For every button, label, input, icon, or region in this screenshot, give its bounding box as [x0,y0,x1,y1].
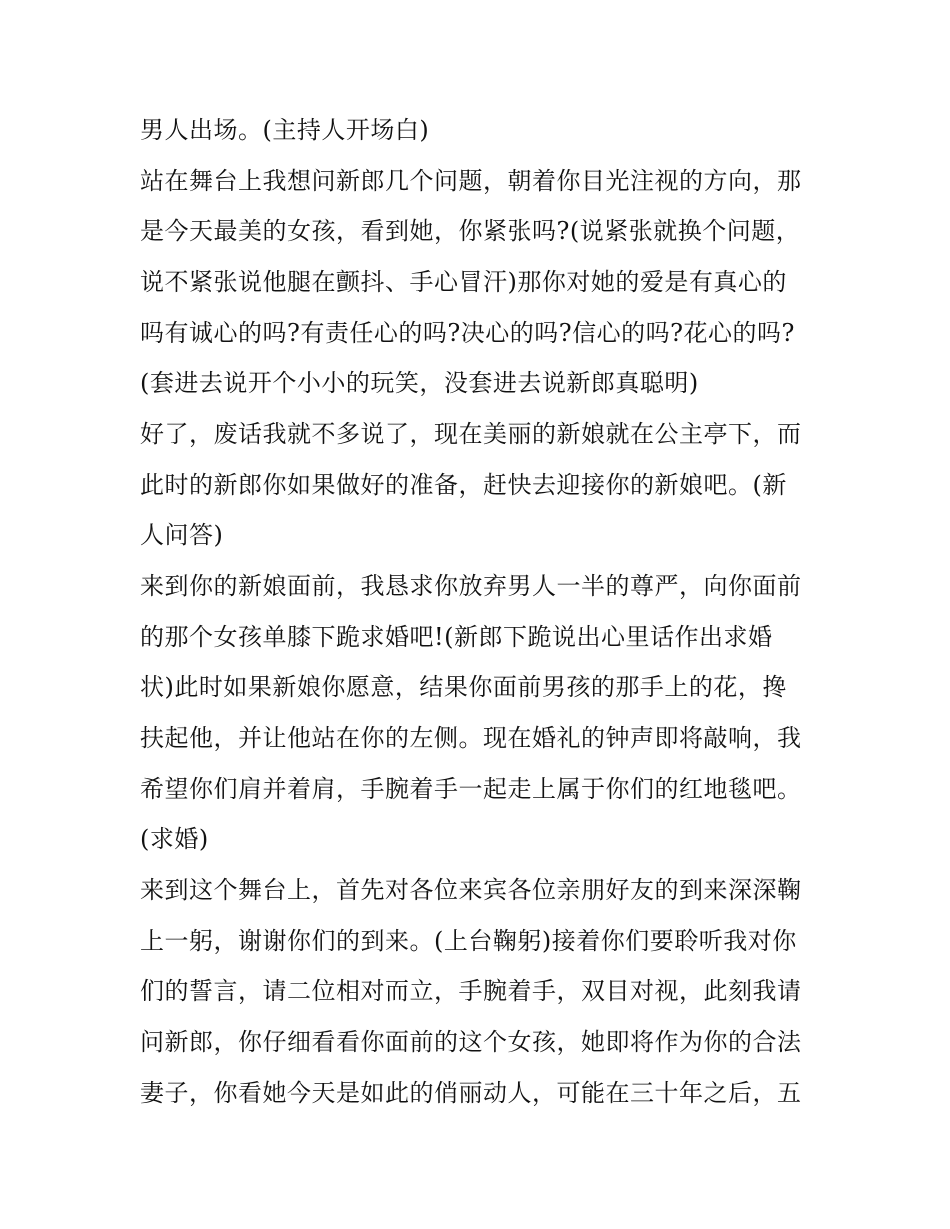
text-line: 妻子，你看她今天是如此的俏丽动人，可能在三十年之后，五 [140,1079,802,1107]
text-line: 问新郎，你仔细看看你面前的这个女孩，她即将作为你的合法 [140,1028,802,1056]
text-line: 好了，废话我就不多说了，现在美丽的新娘就在公主亭下，而 [140,420,802,448]
text-line: 希望你们肩并着肩，手腕着手一起走上属于你们的红地毯吧。 [140,775,802,803]
text-line: 站在舞台上我想问新郎几个问题，朝着你目光注视的方向，那 [140,167,802,195]
text-line: 男人出场。(主持人开场白) [140,116,430,144]
text-line: 来到这个舞台上，首先对各位来宾各位亲朋好友的到来深深鞠 [140,876,802,904]
text-line: 来到你的新娘面前，我恳求你放弃男人一半的尊严，向你面前 [140,572,802,600]
text-line: (求婚) [140,825,209,853]
text-line: (套进去说开个小小的玩笑，没套进去说新郎真聪明) [140,369,699,397]
text-line: 们的誓言，请二位相对而立，手腕着手，双目对视，此刻我请 [140,977,802,1005]
text-line: 扶起他，并让他站在你的左侧。现在婚礼的钟声即将敲响，我 [140,724,802,752]
text-line: 的那个女孩单膝下跪求婚吧!(新郎下跪说出心里话作出求婚 [140,623,773,651]
text-line: 人问答) [140,521,224,549]
text-line: 上一躬，谢谢你们的到来。(上台鞠躬)接着你们要聆听我对你 [140,927,797,955]
text-line: 是今天最美的女孩，看到她，你紧张吗?(说紧张就换个问题， [140,217,801,245]
text-line: 此时的新郎你如果做好的准备，赶快去迎接你的新娘吧。(新 [140,471,787,499]
text-line: 吗有诚心的吗?有责任心的吗?决心的吗?信心的吗?花心的吗? [140,319,795,347]
text-line: 状)此时如果新娘你愿意，结果你面前男孩的那手上的花，搀 [140,673,787,701]
text-line: 说不紧张说他腿在颤抖、手心冒汗)那你对她的爱是有真心的 [140,268,787,296]
